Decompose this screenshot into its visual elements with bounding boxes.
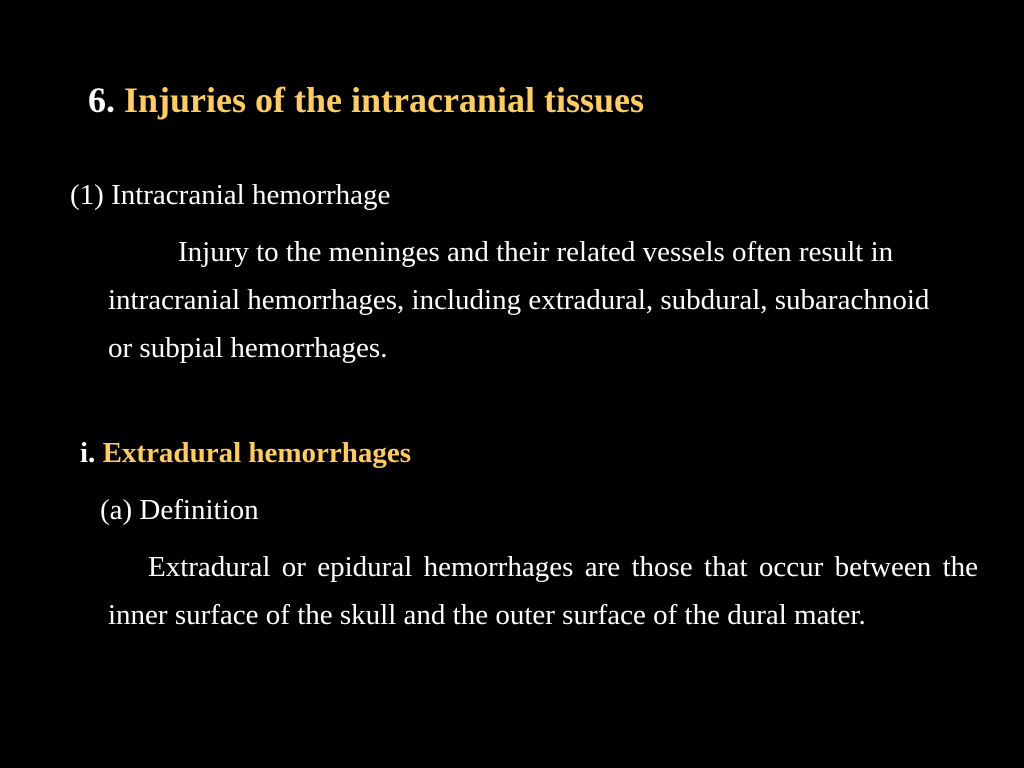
title-number: 6. — [88, 80, 115, 120]
subsection-title: Extradural hemorrhages — [102, 437, 412, 469]
subsection-heading — [80, 436, 411, 470]
section-paragraph: Injury to the meninges and their related vessels often result in intracranial hemorrhages, including extradural, subdural, subarachnoid or subpial hemorrhages. — [108, 236, 930, 364]
title-text: Injuries of the intracranial tissues — [124, 80, 644, 120]
section-heading: (1) Intracranial hemorrhage — [70, 179, 391, 211]
definition-label: (a) Definition — [100, 494, 259, 526]
slide-title — [88, 78, 644, 122]
definition-paragraph: Extradural or epidural hemorrhages are those that occur between the inner surface of the skull and the outer surface of the dural mater. — [108, 551, 978, 631]
subsection-number: i. — [80, 437, 96, 469]
